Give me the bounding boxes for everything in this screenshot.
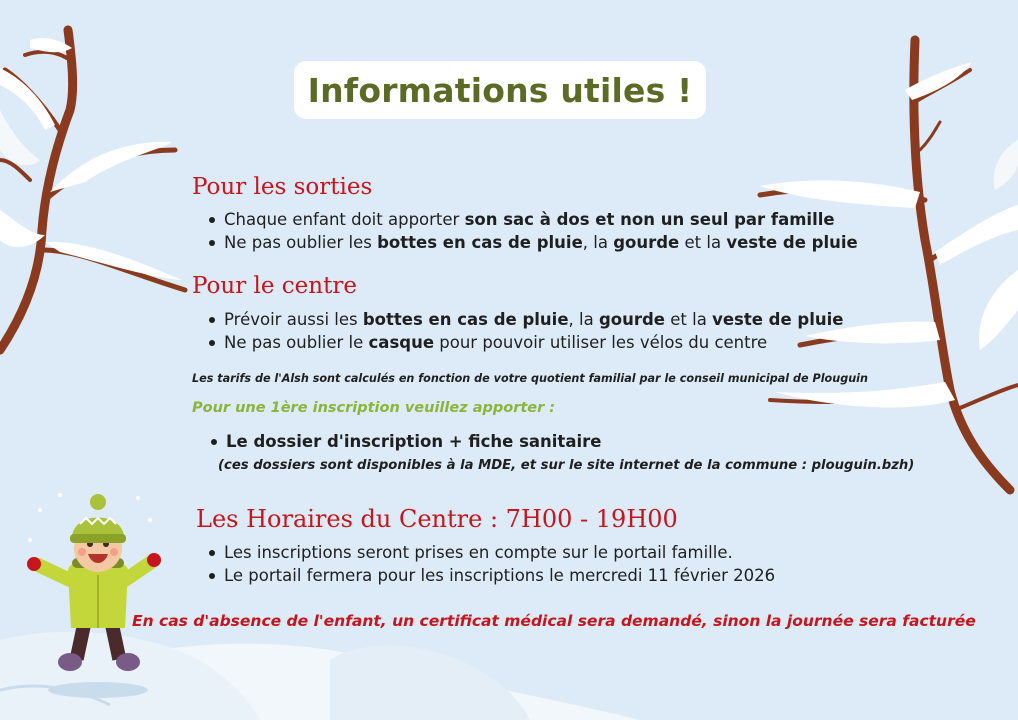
list-item: Prévoir aussi les bottes en cas de pluie, la gourde et la veste de pluie: [206, 308, 843, 331]
ground-snow: [0, 632, 640, 720]
heading-horaires: Les Horaires du Centre : 7H00 - 19H00: [196, 505, 678, 533]
list-horaires: [206, 541, 775, 587]
inscription-sub-note: (ces dossiers sont disponibles à la MDE, et sur le site internet de la commune : plouguin.bzh): [218, 458, 915, 473]
heading-centre: Pour le centre: [192, 273, 357, 299]
title-box: [294, 61, 706, 119]
list-item: Le portail fermera pour les inscriptions le mercredi 11 février 2026: [206, 564, 775, 587]
list-item: Ne pas oublier les bottes en cas de pluie, la gourde et la veste de pluie: [206, 231, 858, 254]
list-inscription: [210, 431, 601, 453]
list-centre: [206, 308, 843, 354]
heading-sorties: Pour les sorties: [192, 174, 373, 200]
snowy-tree-icon: [760, 40, 1018, 490]
list-item: Le dossier d'inscription + fiche sanitaire: [210, 431, 601, 453]
list-sorties: [206, 208, 858, 254]
inscription-heading: Pour une 1ère inscription veuillez apporter :: [192, 400, 556, 416]
list-item: Les inscriptions seront prises en compte sur le portail famille.: [206, 541, 775, 564]
list-item: Ne pas oublier le casque pour pouvoir utiliser les vélos du centre: [206, 331, 843, 354]
absence-note: En cas d'absence de l'enfant, un certificat médical sera demandé, sinon la journée sera facturée: [132, 612, 976, 630]
list-item: Chaque enfant doit apporter son sac à dos et non un seul par famille: [206, 208, 858, 231]
snowy-tree-icon: [0, 30, 185, 350]
tarifs-note: Les tarifs de l'Alsh sont calculés en fonction de votre quotient familial par le conseil municipal de Plouguin: [192, 372, 868, 385]
page-title: Informations utiles !: [307, 70, 693, 110]
